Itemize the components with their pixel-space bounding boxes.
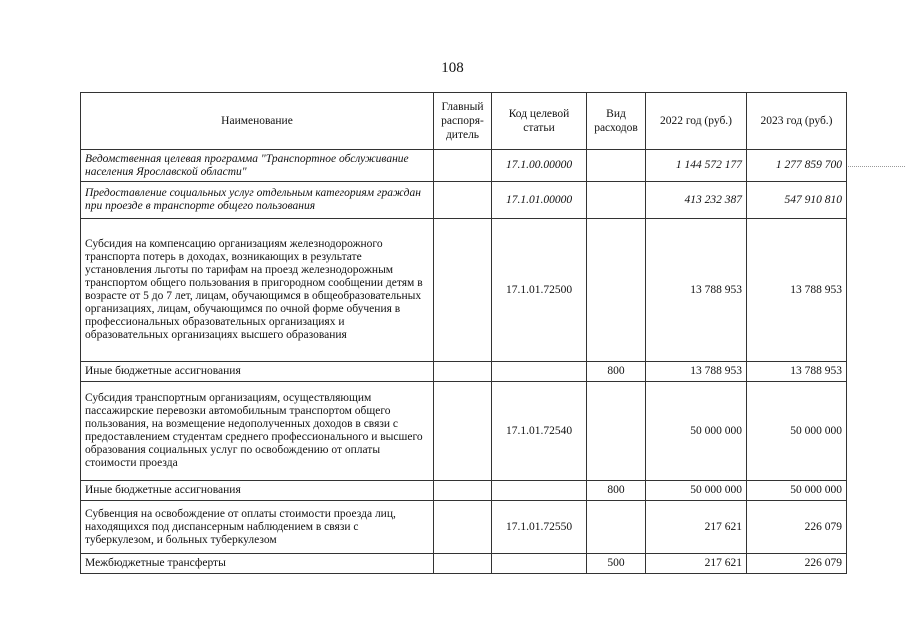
row-name: Ведомственная целевая программа "Транспортное обслуживание населения Ярославской области" — [81, 150, 434, 182]
row-kind — [587, 382, 646, 481]
header-manager: Главный распоря-дитель — [434, 93, 492, 150]
row-2022: 13 788 953 — [646, 219, 747, 362]
table-row — [81, 362, 847, 382]
row-2023: 13 788 953 — [747, 219, 847, 362]
row-2022: 50 000 000 — [646, 382, 747, 481]
row-2022: 13 788 953 — [646, 362, 747, 382]
header-name: Наименование — [81, 93, 434, 150]
row-code — [492, 362, 587, 382]
dotted-leader-line — [846, 166, 905, 167]
header-2023: 2023 год (руб.) — [747, 93, 847, 150]
table-row — [81, 150, 847, 182]
row-code: 17.1.00.00000 — [492, 150, 587, 182]
header-kind: Вид расходов — [587, 93, 646, 150]
row-2023: 50 000 000 — [747, 382, 847, 481]
row-code: 17.1.01.00000 — [492, 182, 587, 219]
row-2022: 217 621 — [646, 501, 747, 554]
row-name: Иные бюджетные ассигнования — [81, 481, 434, 501]
row-code: 17.1.01.72500 — [492, 219, 587, 362]
row-manager — [434, 382, 492, 481]
row-name: Предоставление социальных услуг отдельным категориям граждан при проезде в транспорте общего пользования — [81, 182, 434, 219]
row-2023: 50 000 000 — [747, 481, 847, 501]
header-code: Код целевой статьи — [492, 93, 587, 150]
row-manager — [434, 501, 492, 554]
row-kind — [587, 182, 646, 219]
row-code: 17.1.01.72540 — [492, 382, 587, 481]
row-2023: 1 277 859 700 — [747, 150, 847, 182]
header-2022: 2022 год (руб.) — [646, 93, 747, 150]
row-kind: 800 — [587, 481, 646, 501]
row-code — [492, 481, 587, 501]
row-2022: 413 232 387 — [646, 182, 747, 219]
row-2023: 226 079 — [747, 501, 847, 554]
row-manager — [434, 554, 492, 574]
table-row — [81, 554, 847, 574]
row-2023: 547 910 810 — [747, 182, 847, 219]
budget-table — [80, 92, 847, 574]
table-row — [81, 182, 847, 219]
row-2023: 226 079 — [747, 554, 847, 574]
row-kind — [587, 219, 646, 362]
page-number: 108 — [441, 60, 464, 76]
row-2022: 217 621 — [646, 554, 747, 574]
row-name: Межбюджетные трансферты — [81, 554, 434, 574]
row-manager — [434, 182, 492, 219]
row-name: Субвенция на освобождение от оплаты стоимости проезда лиц, находящихся под диспансерным наблюдением в связи с туберкулезом, и больных туберкулезом — [81, 501, 434, 554]
row-kind: 500 — [587, 554, 646, 574]
row-2023: 13 788 953 — [747, 362, 847, 382]
row-kind — [587, 501, 646, 554]
table-row — [81, 501, 847, 554]
row-manager — [434, 362, 492, 382]
row-kind — [587, 150, 646, 182]
row-manager — [434, 481, 492, 501]
row-code: 17.1.01.72550 — [492, 501, 587, 554]
row-code — [492, 554, 587, 574]
row-2022: 50 000 000 — [646, 481, 747, 501]
row-name: Субсидия на компенсацию организациям железнодорожного транспорта потерь в доходах, возникающих в результате установления льготы по тарифам на проезд железнодорожным транспортом общего пользования в пригородном сообщении детям в возрасте от 5 до 7 лет, лицам, обучающимся в общеобразовательных организациях, лицам, обучающимся по очной форме обучения в профессиональных образовательных организациях и образовательных организациях высшего образования — [81, 219, 434, 362]
row-kind: 800 — [587, 362, 646, 382]
table-header-row — [81, 93, 847, 150]
row-2022: 1 144 572 177 — [646, 150, 747, 182]
table-row — [81, 219, 847, 362]
row-name: Иные бюджетные ассигнования — [81, 362, 434, 382]
table-row — [81, 382, 847, 481]
row-name: Субсидия транспортным организациям, осуществляющим пассажирские перевозки автомобильным транспортом общего пользования, на возмещение недополученных доходов в связи с предоставлением студентам среднего профессионального и высшего образования социальных услуг по освобождению от оплаты стоимости проезда — [81, 382, 434, 481]
row-manager — [434, 150, 492, 182]
table-row — [81, 481, 847, 501]
row-manager — [434, 219, 492, 362]
